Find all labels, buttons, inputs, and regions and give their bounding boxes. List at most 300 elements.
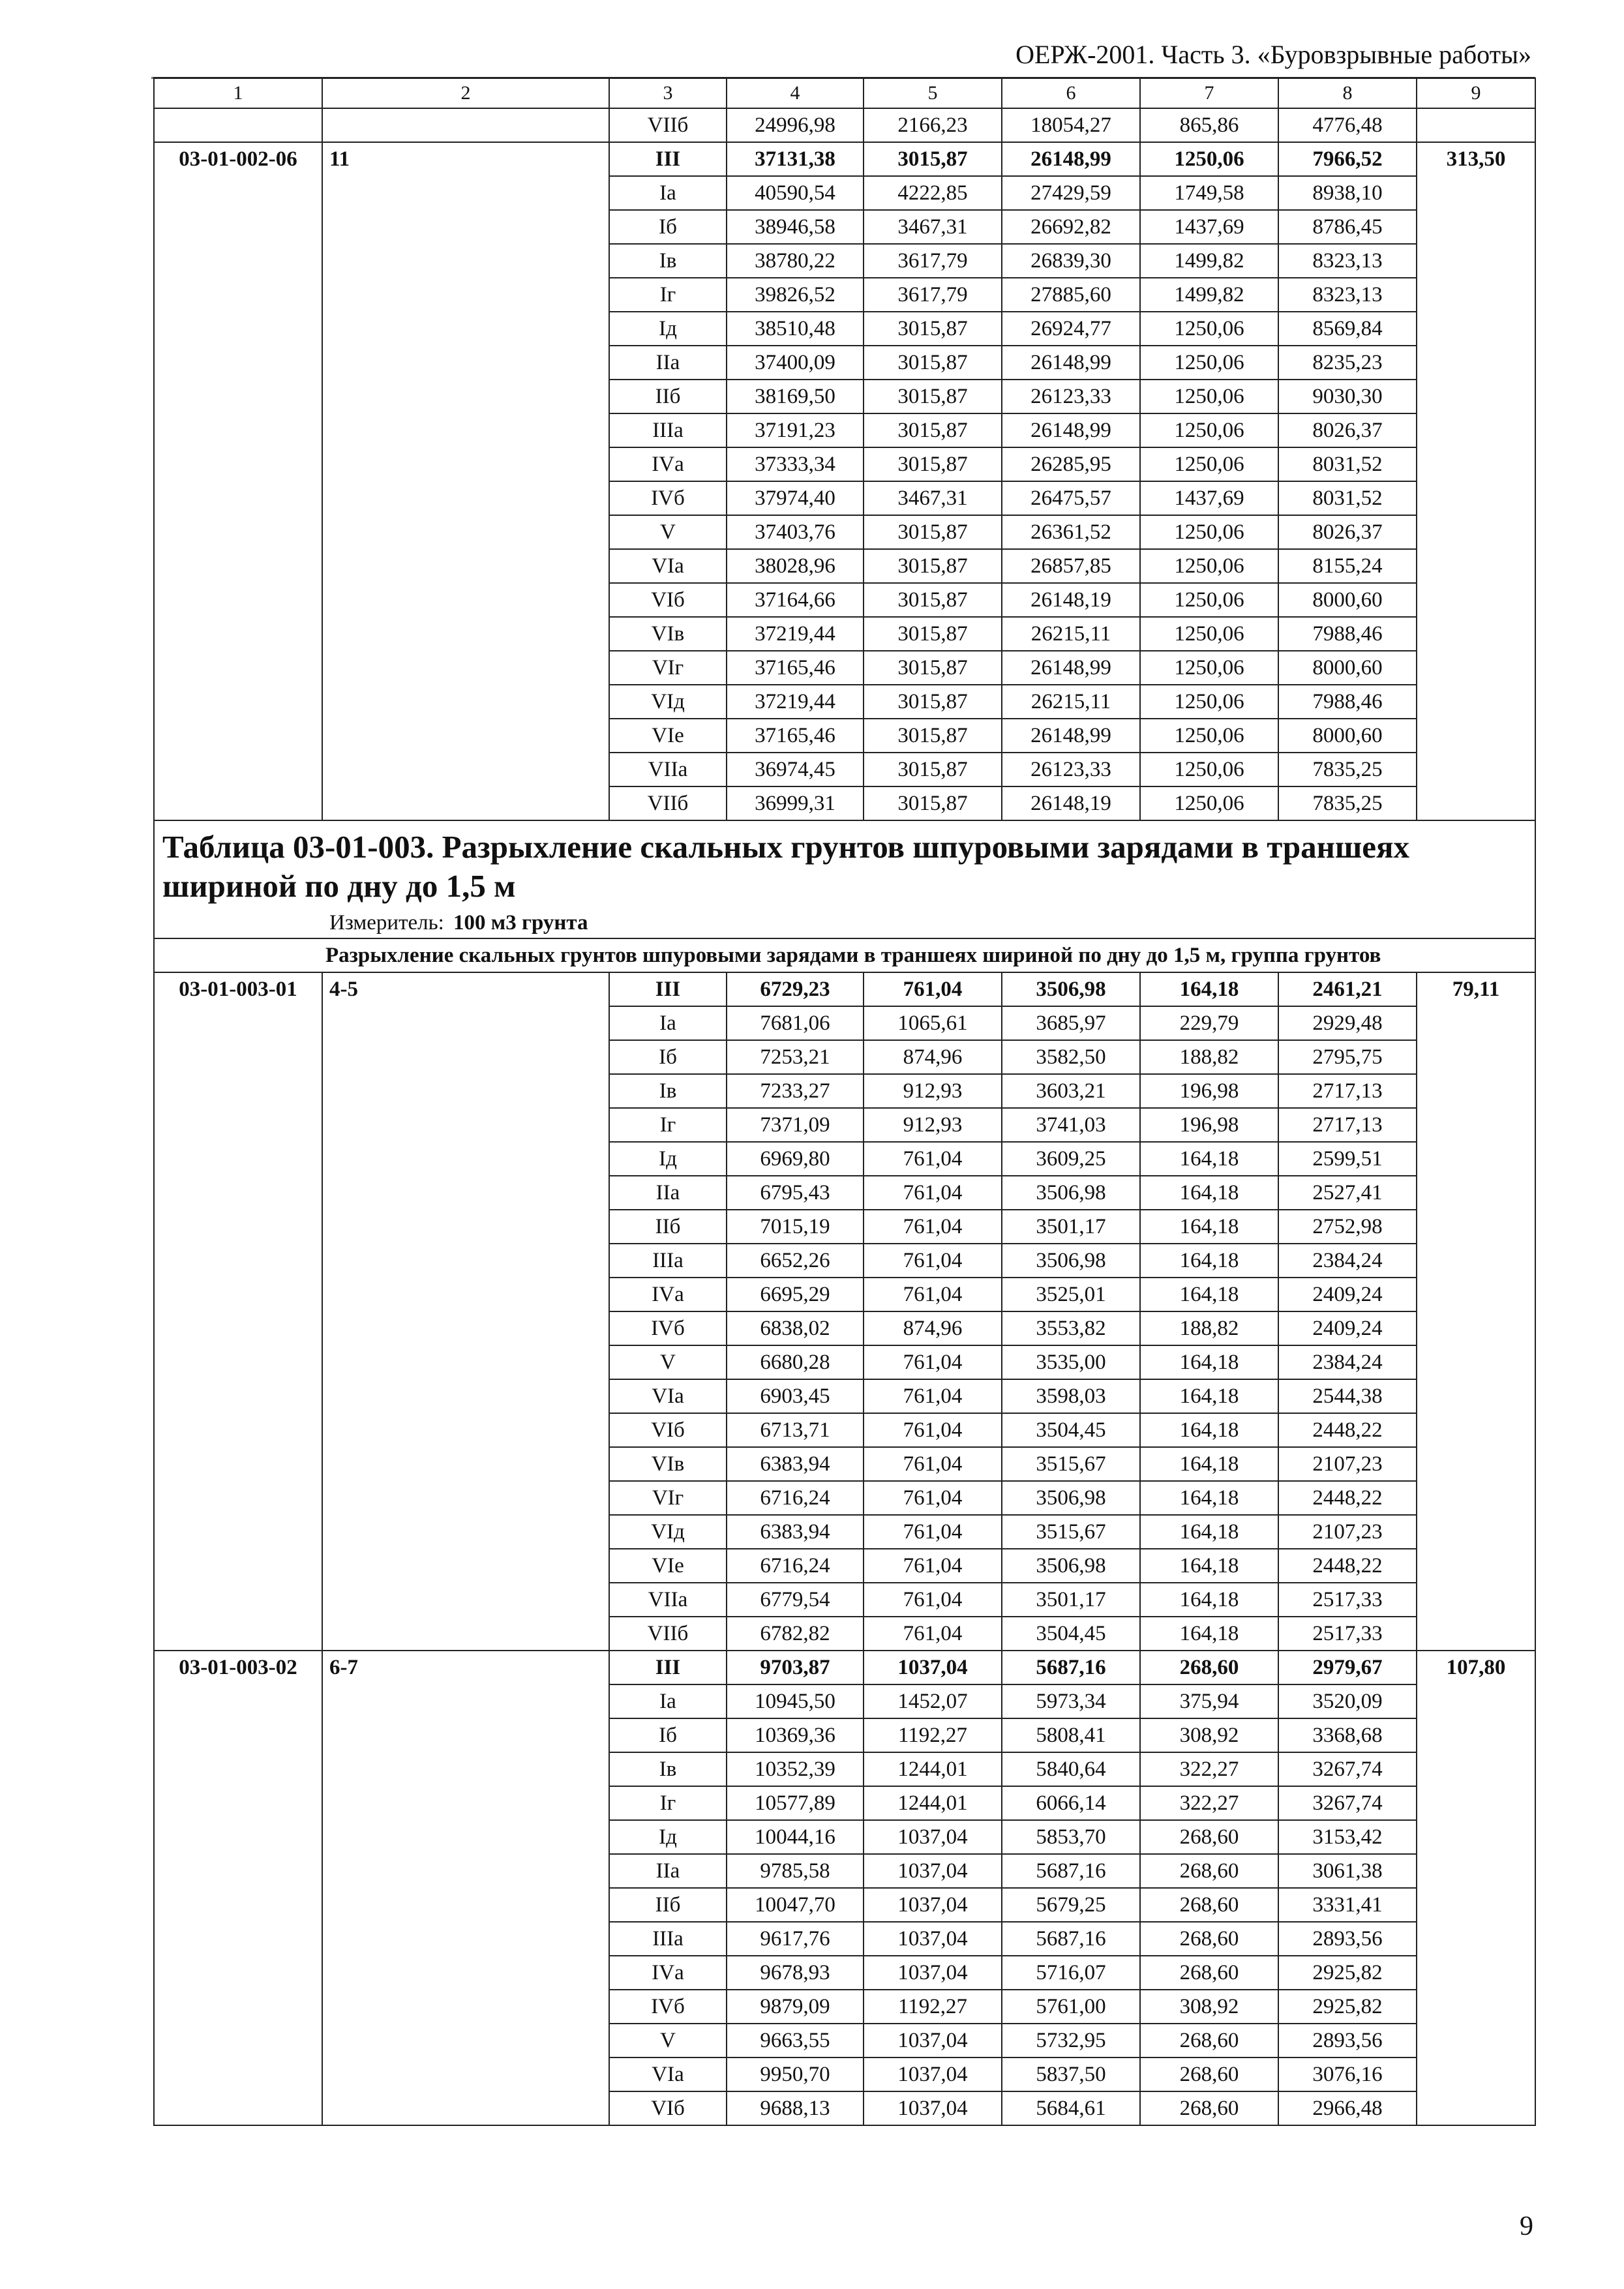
labor-total: 313,50 — [1417, 142, 1535, 820]
rates-table — [153, 78, 1536, 2126]
machinist-wages: 1250,06 — [1140, 380, 1278, 413]
labor-wages: 3015,87 — [864, 312, 1002, 346]
labor-wages: 3015,87 — [864, 617, 1002, 651]
direct-costs: 40590,54 — [727, 176, 864, 210]
materials-cost: 8000,60 — [1278, 719, 1417, 753]
labor-wages: 1192,27 — [864, 1718, 1002, 1752]
labor-wages: 3015,87 — [864, 413, 1002, 447]
machine-operation: 26839,30 — [1002, 244, 1140, 278]
direct-costs: 9879,09 — [727, 1990, 864, 2024]
labor-wages: 3467,31 — [864, 210, 1002, 244]
direct-costs: 38169,50 — [727, 380, 864, 413]
machinist-wages: 268,60 — [1140, 1820, 1278, 1854]
labor-wages: 3015,87 — [864, 651, 1002, 685]
soil-category: III — [609, 142, 727, 176]
soil-category: Iг — [609, 1108, 727, 1142]
direct-costs: 37165,46 — [727, 719, 864, 753]
direct-costs: 6716,24 — [727, 1481, 864, 1515]
machinist-wages: 1437,69 — [1140, 481, 1278, 515]
rate-code: 03-01-003-01 — [154, 972, 322, 1651]
labor-wages: 761,04 — [864, 1413, 1002, 1447]
machine-operation: 5808,41 — [1002, 1718, 1140, 1752]
direct-costs: 6779,54 — [727, 1583, 864, 1617]
labor-wages: 1037,04 — [864, 2091, 1002, 2125]
labor-wages: 3015,87 — [864, 515, 1002, 549]
page-number: 9 — [1520, 2211, 1533, 2241]
labor-wages: 1244,01 — [864, 1752, 1002, 1786]
machinist-wages: 268,60 — [1140, 1956, 1278, 1990]
labor-wages: 3015,87 — [864, 380, 1002, 413]
soil-category: IIIа — [609, 413, 727, 447]
soil-category: VIб — [609, 2091, 727, 2125]
machine-operation: 26924,77 — [1002, 312, 1140, 346]
machinist-wages: 268,60 — [1140, 2091, 1278, 2125]
table-row — [154, 142, 1535, 176]
column-number: 1 — [154, 78, 322, 108]
machinist-wages: 1437,69 — [1140, 210, 1278, 244]
direct-costs: 7371,09 — [727, 1108, 864, 1142]
machine-operation: 5684,61 — [1002, 2091, 1140, 2125]
machinist-wages: 1250,06 — [1140, 651, 1278, 685]
direct-costs: 10945,50 — [727, 1684, 864, 1718]
machinist-wages: 268,60 — [1140, 2024, 1278, 2057]
column-number: 3 — [609, 78, 727, 108]
direct-costs: 6383,94 — [727, 1515, 864, 1549]
soil-category: IVб — [609, 1990, 727, 2024]
labor-wages: 3015,87 — [864, 549, 1002, 583]
labor-wages: 761,04 — [864, 1583, 1002, 1617]
machinist-wages: 1250,06 — [1140, 753, 1278, 786]
labor-wages: 761,04 — [864, 1549, 1002, 1583]
labor-wages: 1192,27 — [864, 1990, 1002, 2024]
code-cell — [154, 108, 322, 142]
labor-wages: 912,93 — [864, 1108, 1002, 1142]
machine-operation: 26475,57 — [1002, 481, 1140, 515]
machine-operation: 3504,45 — [1002, 1413, 1140, 1447]
column-number: 4 — [727, 78, 864, 108]
machinist-wages: 196,98 — [1140, 1108, 1278, 1142]
materials-cost: 2717,13 — [1278, 1074, 1417, 1108]
materials-cost: 2966,48 — [1278, 2091, 1417, 2125]
labor-wages: 761,04 — [864, 1447, 1002, 1481]
machine-operation: 27429,59 — [1002, 176, 1140, 210]
materials-cost: 8323,13 — [1278, 278, 1417, 312]
soil-category: V — [609, 2024, 727, 2057]
direct-costs: 37400,09 — [727, 346, 864, 380]
labor-total: 107,80 — [1417, 1651, 1535, 2125]
labor-wages: 761,04 — [864, 1176, 1002, 1210]
direct-costs: 37333,34 — [727, 447, 864, 481]
labor-wages: 761,04 — [864, 1515, 1002, 1549]
direct-costs: 9617,76 — [727, 1922, 864, 1956]
materials-cost: 8026,37 — [1278, 413, 1417, 447]
direct-costs: 37403,76 — [727, 515, 864, 549]
direct-costs: 7233,27 — [727, 1074, 864, 1108]
soil-category: IVа — [609, 1278, 727, 1311]
labor-wages: 1037,04 — [864, 1854, 1002, 1888]
column-number-row — [154, 78, 1535, 108]
labor-wages: 1037,04 — [864, 1651, 1002, 1684]
direct-costs: 37974,40 — [727, 481, 864, 515]
labor-wages: 761,04 — [864, 1244, 1002, 1278]
labor-wages: 761,04 — [864, 1278, 1002, 1311]
machinist-wages: 188,82 — [1140, 1311, 1278, 1345]
machine-operation: 26148,19 — [1002, 786, 1140, 820]
materials-cost: 2384,24 — [1278, 1244, 1417, 1278]
measure-label: Измеритель: — [329, 911, 444, 935]
labor-wages: 3467,31 — [864, 481, 1002, 515]
direct-costs: 7681,06 — [727, 1006, 864, 1040]
soil-category: IIб — [609, 380, 727, 413]
machinist-wages: 1250,06 — [1140, 685, 1278, 719]
machine-operation: 5840,64 — [1002, 1752, 1140, 1786]
machinist-wages: 1250,06 — [1140, 617, 1278, 651]
labor-wages: 3015,87 — [864, 753, 1002, 786]
soil-category: IVа — [609, 447, 727, 481]
machine-operation: 6066,14 — [1002, 1786, 1140, 1820]
soil-category: Iв — [609, 1074, 727, 1108]
machinist-wages: 164,18 — [1140, 1481, 1278, 1515]
materials-cost: 3368,68 — [1278, 1718, 1417, 1752]
machinist-wages: 164,18 — [1140, 1210, 1278, 1244]
labor-wages: 3015,87 — [864, 719, 1002, 753]
labor-wages: 761,04 — [864, 1481, 1002, 1515]
direct-costs: 6795,43 — [727, 1176, 864, 1210]
direct-costs: 37164,66 — [727, 583, 864, 617]
labor-wages: 761,04 — [864, 972, 1002, 1006]
table-subtitle-row — [154, 938, 1535, 972]
materials-cost: 2461,21 — [1278, 972, 1417, 1006]
materials-cost: 3076,16 — [1278, 2057, 1417, 2091]
machinist-wages: 164,18 — [1140, 972, 1278, 1006]
direct-costs: 6713,71 — [727, 1413, 864, 1447]
soil-category: VIб — [609, 1413, 727, 1447]
materials-cost: 8155,24 — [1278, 549, 1417, 583]
machinist-wages: 268,60 — [1140, 1651, 1278, 1684]
table-row — [154, 972, 1535, 1006]
soil-category: Iб — [609, 1718, 727, 1752]
machinist-wages: 375,94 — [1140, 1684, 1278, 1718]
machinist-wages: 1499,82 — [1140, 278, 1278, 312]
materials-cost: 2527,41 — [1278, 1176, 1417, 1210]
table-title-row — [154, 820, 1535, 938]
soil-category: VIIа — [609, 753, 727, 786]
labor-wages: 761,04 — [864, 1210, 1002, 1244]
direct-costs: 6969,80 — [727, 1142, 864, 1176]
direct-costs: 6383,94 — [727, 1447, 864, 1481]
materials-cost: 3520,09 — [1278, 1684, 1417, 1718]
direct-costs: 6903,45 — [727, 1379, 864, 1413]
direct-costs: 37165,46 — [727, 651, 864, 685]
direct-costs: 38510,48 — [727, 312, 864, 346]
machine-operation: 26692,82 — [1002, 210, 1140, 244]
labor-total: 79,11 — [1417, 972, 1535, 1651]
machine-operation: 3685,97 — [1002, 1006, 1140, 1040]
machinist-wages: 164,18 — [1140, 1413, 1278, 1447]
machine-operation: 3504,45 — [1002, 1617, 1140, 1651]
materials-cost: 8000,60 — [1278, 583, 1417, 617]
direct-costs: 10369,36 — [727, 1718, 864, 1752]
machine-operation: 3535,00 — [1002, 1345, 1140, 1379]
labor-wages: 874,96 — [864, 1040, 1002, 1074]
direct-costs: 37191,23 — [727, 413, 864, 447]
machinist-wages: 164,18 — [1140, 1617, 1278, 1651]
direct-costs: 9688,13 — [727, 2091, 864, 2125]
direct-costs: 38028,96 — [727, 549, 864, 583]
machinist-wages: 188,82 — [1140, 1040, 1278, 1074]
direct-costs: 6838,02 — [727, 1311, 864, 1345]
direct-costs: 7015,19 — [727, 1210, 864, 1244]
column-number: 6 — [1002, 78, 1140, 108]
soil-category: VIд — [609, 1515, 727, 1549]
machinist-wages: 322,27 — [1140, 1752, 1278, 1786]
machinist-wages: 1250,06 — [1140, 515, 1278, 549]
materials-cost: 2717,13 — [1278, 1108, 1417, 1142]
rates-table-body — [154, 78, 1535, 2125]
machinist-wages: 164,18 — [1140, 1447, 1278, 1481]
materials-cost: 8031,52 — [1278, 447, 1417, 481]
soil-category: VIе — [609, 719, 727, 753]
materials-cost: 2893,56 — [1278, 2024, 1417, 2057]
soil-category: IVб — [609, 481, 727, 515]
rate-description: 11 — [322, 142, 609, 820]
soil-category: VIг — [609, 1481, 727, 1515]
machinist-wages: 164,18 — [1140, 1515, 1278, 1549]
direct-costs: 39826,52 — [727, 278, 864, 312]
soil-category: VIб — [609, 583, 727, 617]
machine-operation: 3598,03 — [1002, 1379, 1140, 1413]
machinist-wages: 164,18 — [1140, 1142, 1278, 1176]
machinist-wages: 196,98 — [1140, 1074, 1278, 1108]
materials-cost: 8786,45 — [1278, 210, 1417, 244]
machine-operation: 26148,99 — [1002, 719, 1140, 753]
machine-operation: 26215,11 — [1002, 685, 1140, 719]
column-number: 8 — [1278, 78, 1417, 108]
materials-cost: 2893,56 — [1278, 1922, 1417, 1956]
materials-cost: 8235,23 — [1278, 346, 1417, 380]
total-cell — [1417, 108, 1535, 142]
machinist-wages: 1250,06 — [1140, 583, 1278, 617]
soil-category: III — [609, 972, 727, 1006]
materials-cost: 8026,37 — [1278, 515, 1417, 549]
measure-line — [329, 911, 1527, 935]
labor-wages: 3015,87 — [864, 142, 1002, 176]
machinist-wages: 1250,06 — [1140, 346, 1278, 380]
labor-wages: 3015,87 — [864, 786, 1002, 820]
table-subtitle: Разрыхление скальных грунтов шпуровыми зарядами в траншеях шириной по дну до 1,5 м, группа грунтов — [154, 938, 1535, 972]
materials-cost: 2929,48 — [1278, 1006, 1417, 1040]
rate-code: 03-01-002-06 — [154, 142, 322, 820]
machine-operation: 26148,19 — [1002, 583, 1140, 617]
direct-costs: 10577,89 — [727, 1786, 864, 1820]
soil-category: IIа — [609, 1176, 727, 1210]
labor-wages: 3617,79 — [864, 244, 1002, 278]
machinist-wages: 1250,06 — [1140, 142, 1278, 176]
materials-cost: 8000,60 — [1278, 651, 1417, 685]
direct-costs: 36999,31 — [727, 786, 864, 820]
machine-operation: 26215,11 — [1002, 617, 1140, 651]
materials-cost: 2752,98 — [1278, 1210, 1417, 1244]
machinist-wages: 322,27 — [1140, 1786, 1278, 1820]
materials-cost: 2599,51 — [1278, 1142, 1417, 1176]
machinist-wages: 164,18 — [1140, 1549, 1278, 1583]
machinist-wages: 1250,06 — [1140, 786, 1278, 820]
machine-operation: 3501,17 — [1002, 1210, 1140, 1244]
materials-cost: 8031,52 — [1278, 481, 1417, 515]
soil-category: V — [609, 515, 727, 549]
machine-operation: 26857,85 — [1002, 549, 1140, 583]
machine-operation: 3506,98 — [1002, 1549, 1140, 1583]
labor-wages: 912,93 — [864, 1074, 1002, 1108]
materials-cost: 2517,33 — [1278, 1617, 1417, 1651]
machine-operation: 5716,07 — [1002, 1956, 1140, 1990]
machinist-wages: 268,60 — [1140, 1888, 1278, 1922]
materials-cost: 7966,52 — [1278, 142, 1417, 176]
labor-wages: 3015,87 — [864, 583, 1002, 617]
soil-category: VIв — [609, 617, 727, 651]
soil-category: Iб — [609, 1040, 727, 1074]
materials-cost: 3061,38 — [1278, 1854, 1417, 1888]
direct-costs: 9678,93 — [727, 1956, 864, 1990]
machine-operation: 26123,33 — [1002, 380, 1140, 413]
materials-cost: 2544,38 — [1278, 1379, 1417, 1413]
machine-operation: 3506,98 — [1002, 1244, 1140, 1278]
soil-category: Iб — [609, 210, 727, 244]
materials-cost: 2448,22 — [1278, 1549, 1417, 1583]
machine-operation: 3506,98 — [1002, 972, 1140, 1006]
labor-wages: 761,04 — [864, 1379, 1002, 1413]
direct-costs: 9950,70 — [727, 2057, 864, 2091]
machine-operation: 5687,16 — [1002, 1854, 1140, 1888]
machine-operation: 3506,98 — [1002, 1481, 1140, 1515]
materials-cost: 3153,42 — [1278, 1820, 1417, 1854]
materials-cost: 8569,84 — [1278, 312, 1417, 346]
machine-operation: 5679,25 — [1002, 1888, 1140, 1922]
machinist-wages: 865,86 — [1140, 108, 1278, 142]
page-header — [151, 26, 1535, 79]
direct-costs: 24996,98 — [727, 108, 864, 142]
rate-description: 4-5 — [322, 972, 609, 1651]
labor-wages: 1037,04 — [864, 2024, 1002, 2057]
labor-wages: 1037,04 — [864, 2057, 1002, 2091]
direct-costs: 37219,44 — [727, 617, 864, 651]
soil-category: VIа — [609, 2057, 727, 2091]
rate-description: 6-7 — [322, 1651, 609, 2125]
direct-costs: 38780,22 — [727, 244, 864, 278]
machine-operation: 3501,17 — [1002, 1583, 1140, 1617]
machine-operation: 18054,27 — [1002, 108, 1140, 142]
machine-operation: 26285,95 — [1002, 447, 1140, 481]
labor-wages: 1065,61 — [864, 1006, 1002, 1040]
machine-operation: 5732,95 — [1002, 2024, 1140, 2057]
table-title: Таблица 03-01-003. Разрыхление скальных грунтов шпуровыми зарядами в траншеях шириной по дну до 1,5 м — [162, 829, 1410, 904]
column-number: 7 — [1140, 78, 1278, 108]
materials-cost: 2925,82 — [1278, 1956, 1417, 1990]
labor-wages: 1244,01 — [864, 1786, 1002, 1820]
machine-operation: 26148,99 — [1002, 651, 1140, 685]
soil-category: VIа — [609, 1379, 727, 1413]
soil-category: Iв — [609, 1752, 727, 1786]
table-row — [154, 108, 1535, 142]
machine-operation: 5761,00 — [1002, 1990, 1140, 2024]
machinist-wages: 229,79 — [1140, 1006, 1278, 1040]
labor-wages: 1037,04 — [864, 1956, 1002, 1990]
direct-costs: 6695,29 — [727, 1278, 864, 1311]
direct-costs: 7253,21 — [727, 1040, 864, 1074]
materials-cost: 2384,24 — [1278, 1345, 1417, 1379]
machine-operation: 5973,34 — [1002, 1684, 1140, 1718]
soil-category: VIд — [609, 685, 727, 719]
machine-operation: 5837,50 — [1002, 2057, 1140, 2091]
machinist-wages: 164,18 — [1140, 1278, 1278, 1311]
machine-operation: 27885,60 — [1002, 278, 1140, 312]
direct-costs: 36974,45 — [727, 753, 864, 786]
materials-cost: 7835,25 — [1278, 753, 1417, 786]
soil-category: Iг — [609, 278, 727, 312]
soil-category: IIа — [609, 1854, 727, 1888]
labor-wages: 3015,87 — [864, 346, 1002, 380]
machine-operation: 3741,03 — [1002, 1108, 1140, 1142]
labor-wages: 874,96 — [864, 1311, 1002, 1345]
soil-category: VIа — [609, 549, 727, 583]
direct-costs: 6716,24 — [727, 1549, 864, 1583]
machine-operation: 3603,21 — [1002, 1074, 1140, 1108]
column-number: 9 — [1417, 78, 1535, 108]
direct-costs: 10047,70 — [727, 1888, 864, 1922]
materials-cost: 7988,46 — [1278, 617, 1417, 651]
materials-cost: 3267,74 — [1278, 1786, 1417, 1820]
soil-category: IVа — [609, 1956, 727, 1990]
machinist-wages: 268,60 — [1140, 2057, 1278, 2091]
materials-cost: 8323,13 — [1278, 244, 1417, 278]
machinist-wages: 164,18 — [1140, 1345, 1278, 1379]
labor-wages: 3015,87 — [864, 447, 1002, 481]
soil-category: III — [609, 1651, 727, 1684]
soil-category: IIб — [609, 1210, 727, 1244]
materials-cost: 2448,22 — [1278, 1413, 1417, 1447]
soil-category: Iд — [609, 1820, 727, 1854]
soil-category: VIIб — [609, 108, 727, 142]
machinist-wages: 164,18 — [1140, 1583, 1278, 1617]
machine-operation: 26361,52 — [1002, 515, 1140, 549]
header-title: ОЕРЖ-2001. Часть 3. «Буровзрывные работы» — [1015, 40, 1531, 69]
direct-costs: 9785,58 — [727, 1854, 864, 1888]
machine-operation: 26148,99 — [1002, 142, 1140, 176]
rate-code: 03-01-003-02 — [154, 1651, 322, 2125]
labor-wages: 761,04 — [864, 1617, 1002, 1651]
machine-operation: 3506,98 — [1002, 1176, 1140, 1210]
soil-category: IIIа — [609, 1922, 727, 1956]
labor-wages: 3015,87 — [864, 685, 1002, 719]
labor-wages: 2166,23 — [864, 108, 1002, 142]
machinist-wages: 1749,58 — [1140, 176, 1278, 210]
labor-wages: 761,04 — [864, 1142, 1002, 1176]
direct-costs: 10352,39 — [727, 1752, 864, 1786]
machine-operation: 3609,25 — [1002, 1142, 1140, 1176]
direct-costs: 6729,23 — [727, 972, 864, 1006]
machinist-wages: 1250,06 — [1140, 413, 1278, 447]
machinist-wages: 308,92 — [1140, 1718, 1278, 1752]
soil-category: V — [609, 1345, 727, 1379]
soil-category: Iа — [609, 1006, 727, 1040]
soil-category: VIIа — [609, 1583, 727, 1617]
soil-category: VIIб — [609, 786, 727, 820]
labor-wages: 1037,04 — [864, 1922, 1002, 1956]
machine-operation: 3515,67 — [1002, 1515, 1140, 1549]
labor-wages: 761,04 — [864, 1345, 1002, 1379]
soil-category: IVб — [609, 1311, 727, 1345]
table-row — [154, 1651, 1535, 1684]
